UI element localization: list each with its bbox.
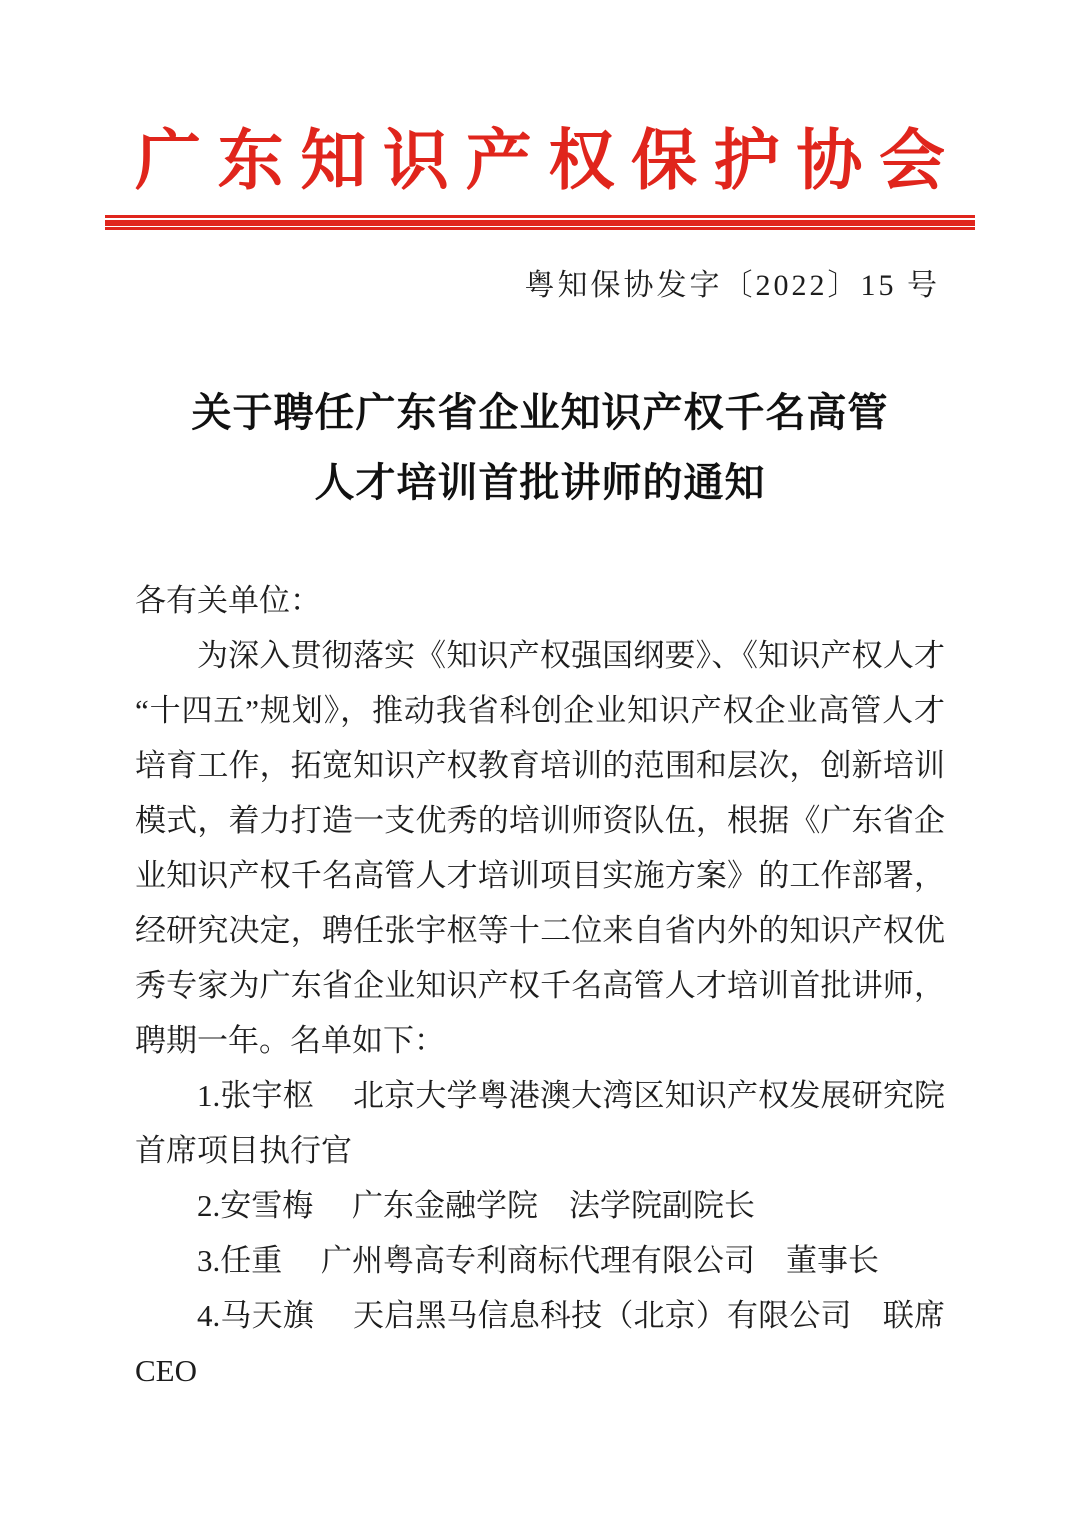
- notice-title-line1: 关于聘任广东省企业知识产权千名高管: [191, 390, 889, 436]
- notice-title-line2: 人才培训首批讲师的通知: [314, 460, 766, 506]
- doc-reference-number: 粤知保协发字〔2022〕15 号: [524, 269, 940, 303]
- divider-line-middle: [105, 220, 975, 226]
- divider-line-top: [105, 215, 975, 218]
- notice-title: [135, 378, 945, 518]
- lecturer-item-3: 3.任重 广州粤高专利商标代理有限公司 董事长: [197, 1243, 879, 1279]
- salutation: 各有关单位：: [135, 583, 321, 619]
- body-paragraph: 为深入贯彻落实《知识产权强国纲要》、《知识产权人才“十四五”规划》，推动我省科创企业知识产权企业高管人才培育工作，拓宽知识产权教育培训的范围和层次，创新培训模式，着力打造一支优秀的培训师资队伍，根据《广东省企业知识产权千名高管人才培训项目实施方案》的工作部署，经研究决定，聘任张宇枢等十二位来自省内外的知识产权优秀专家为广东省企业知识产权千名高管人才培训首批讲师，聘期一年。名单如下：: [135, 638, 945, 1059]
- notice-body: [135, 573, 976, 1398]
- lecturer-item-2: 2.安雪梅 广东金融学院 法学院副院长: [197, 1188, 755, 1224]
- lecturer-item-1: 1.张宇枢 北京大学粤港澳大湾区知识产权发展研究院 首席项目执行官: [135, 1078, 976, 1169]
- divider-line-bottom: [105, 227, 975, 230]
- lecturer-item-4: 4.马天旗 天启黑马信息科技（北京）有限公司 联席 CEO: [135, 1298, 945, 1389]
- letterhead-org-name: 广东知识产权保护协会: [135, 125, 945, 198]
- letterhead-divider: [105, 215, 975, 230]
